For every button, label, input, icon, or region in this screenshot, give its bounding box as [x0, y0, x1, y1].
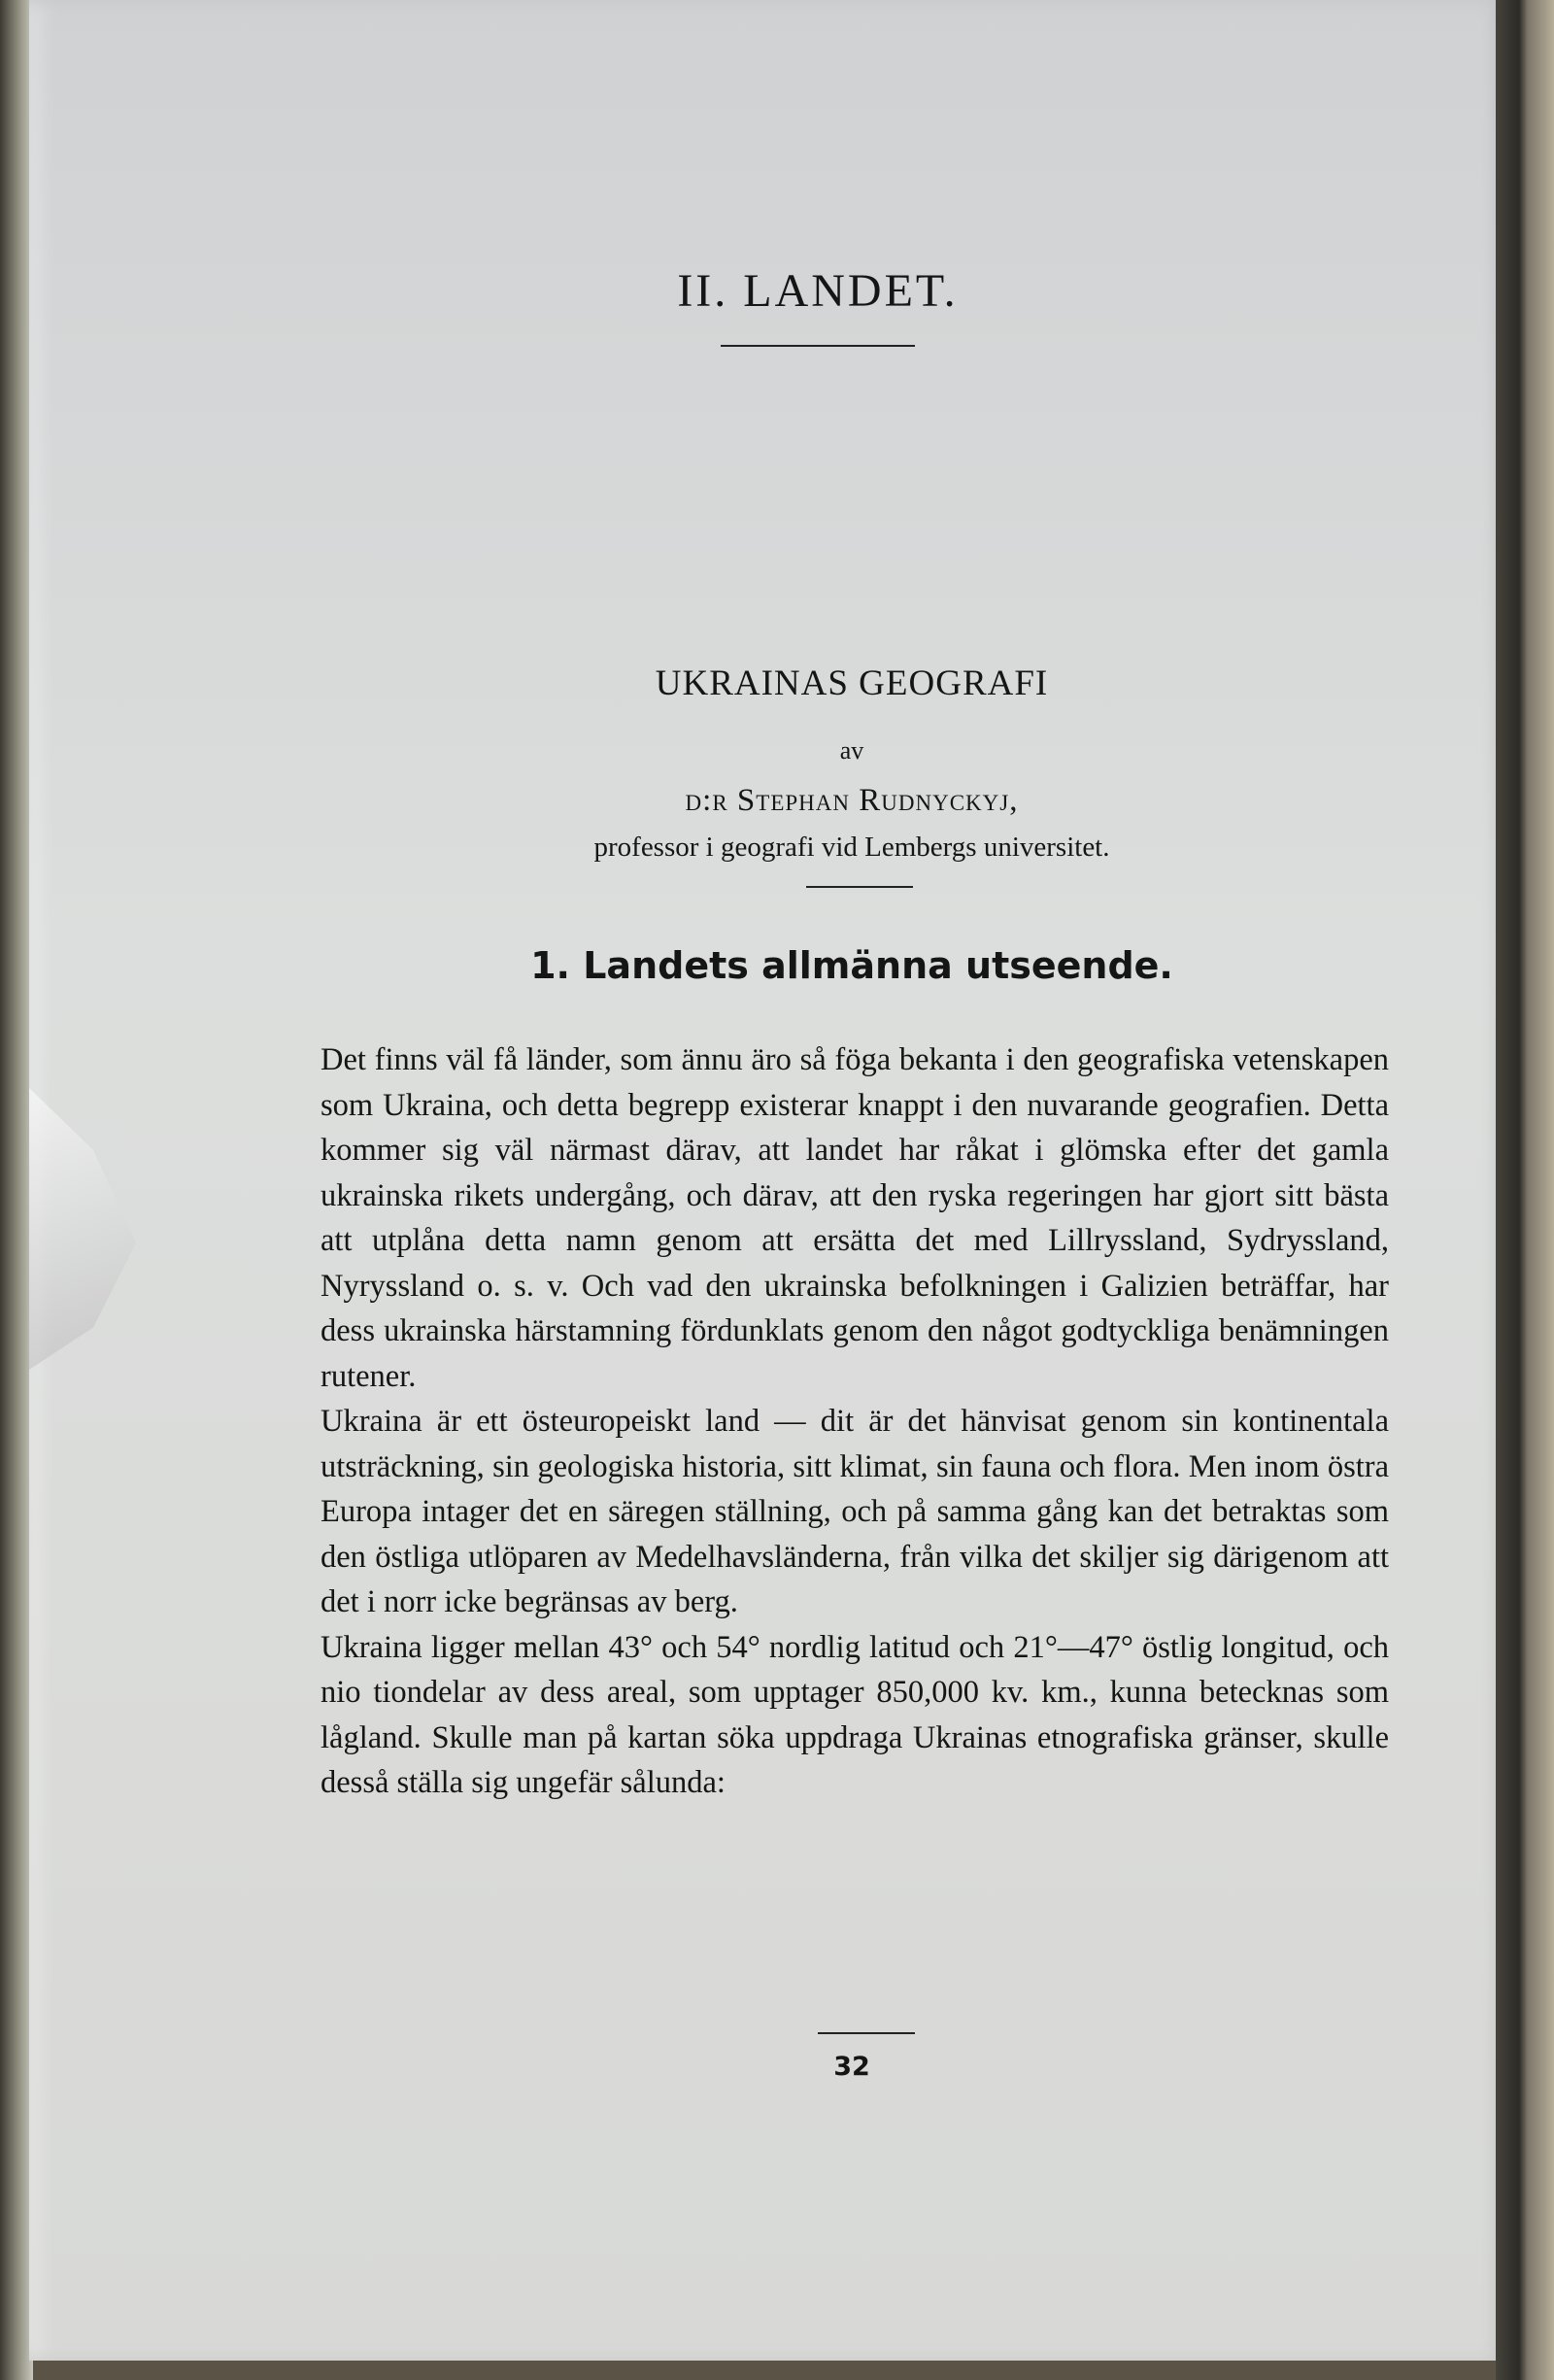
chapter-heading: 1. Landets allmänna utseende. — [530, 944, 1173, 987]
section-heading: II. LANDET. — [677, 265, 959, 317]
author-affiliation: professor i geografi vid Lembergs universitet. — [593, 832, 1110, 863]
book-cover-edge — [1496, 0, 1554, 2380]
page-clip-glare — [29, 1088, 136, 1370]
folio-rule — [818, 2032, 915, 2034]
article-title: UKRAINAS GEOGRAFI — [655, 663, 1049, 703]
body-text — [321, 1037, 1389, 1806]
book-page — [29, 0, 1505, 2361]
article-author: d:r Stephan Rudnyckyj, — [685, 783, 1019, 818]
paragraph: Det finns väl få länder, som ännu äro så föga bekanta i den geografiska vetenskapen som Ukraina, och detta begrepp existerar knappt i den nuvarande geografien. Detta kommer sig väl närmast därav, att landet har råkat i glömska efter det gamla ukrainska rikets undergång, och därav, att den ryska regeringen har gjort sitt bästa att utplåna detta namn genom att ersätta det med Lillryssland, Sydryssland, Nyryssland o. s. v. Och vad den ukrainska befolkningen i Galizien beträffar, har dess ukrainska härstamning fördunklats genom den något godtyckliga benämningen rutener. — [321, 1042, 1389, 1394]
article-by: av — [839, 736, 864, 765]
paragraph: Ukraina ligger mellan 43° och 54° nordlig latitud och 21°—47° östlig longitud, och nio tiondelar av dess areal, som upptager 850,000 kv. km., kunna betecknas som lågland. Skulle man på kartan söka uppdraga Ukrainas etnografiska gränser, skulle desså ställa sig ungefär sålunda: — [321, 1629, 1389, 1800]
book-spine-edge — [0, 0, 33, 2380]
paragraph: Ukraina är ett östeuropeiskt land — dit är det hänvisat genom sin kontinentala utsträckning, sin geologiska historia, sitt klimat, sin fauna och flora. Men inom östra Europa intager det en säregen ställning, och på samma gång kan det betraktas som den östliga utlöparen av Medelhavsländerna, från vilka det skiljer sig därigenom att det i norr icke begränsas av berg. — [321, 1404, 1389, 1619]
section-rule — [721, 345, 915, 347]
title-rule — [806, 886, 913, 888]
page-number: 32 — [833, 2052, 870, 2082]
